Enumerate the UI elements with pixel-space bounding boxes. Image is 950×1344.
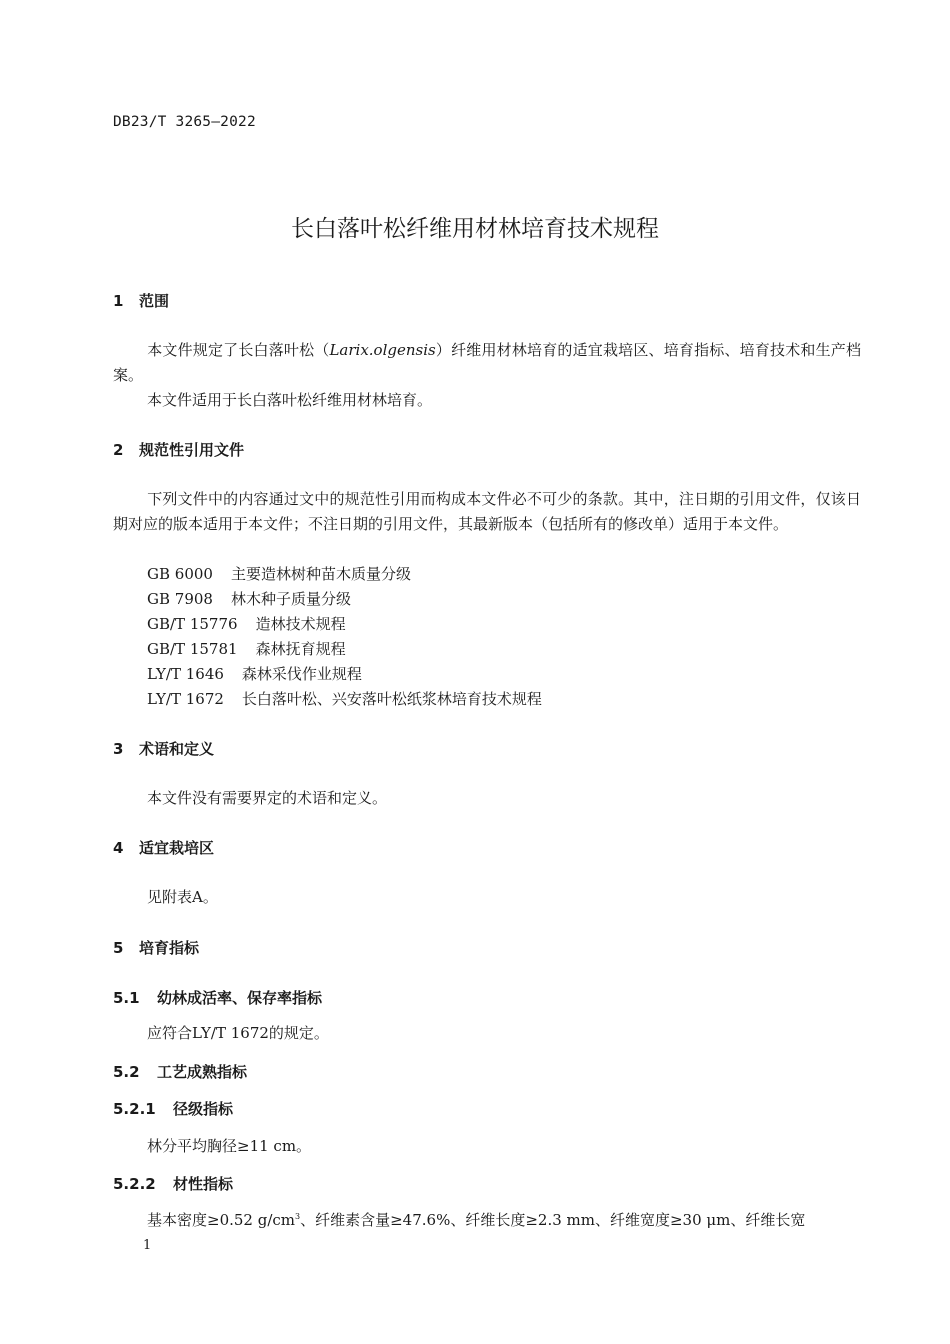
reference-code: GB 7908 xyxy=(147,590,213,608)
section-5-1-paragraph-1: 应符合LY/T 1672的规定。 xyxy=(147,1024,329,1042)
normative-reference xyxy=(147,588,351,609)
section-title: 工艺成熟指标 xyxy=(157,1063,248,1081)
normative-reference xyxy=(147,688,542,709)
section-number: 5.2.2 xyxy=(113,1175,156,1193)
reference-title: 森林采伐作业规程 xyxy=(241,665,362,683)
section-5-2-2-paragraph-1: 基本密度≥0.52 $g/cm^3$、纤维素含量≥47.6%、纤维长度≥2.3 mm、纤维宽度≥30 μm、纤维长宽 xyxy=(147,1211,806,1229)
normative-reference xyxy=(147,563,411,584)
section-2-paragraph-1: 下列文件中的内容通过文中的规范性引用而构成本文件必不可少的条款。其中，注日期的引用文件，仅该日期对应的版本适用于本文件；不注日期的引用文件，其最新版本（包括所有的修改单）适用于本文件。 xyxy=(113,490,861,533)
section-title: 培育指标 xyxy=(139,939,200,957)
section-number: 5.2.1 xyxy=(113,1100,156,1118)
section-title: 适宜栽培区 xyxy=(139,839,215,857)
section-1-paragraph-1: 本文件规定了长白落叶松（Larix.olgensis）纤维用材林培育的适宜栽培区、培育指标、培育技术和生产档案。 xyxy=(113,341,861,384)
normative-reference xyxy=(147,663,362,684)
document-title: 长白落叶松纤维用材林培育技术规程 xyxy=(291,216,659,242)
section-5-2-1-heading xyxy=(113,1098,233,1119)
section-number: 1 xyxy=(113,292,124,310)
reference-code: LY/T 1646 xyxy=(147,665,224,683)
section-title: 术语和定义 xyxy=(139,740,215,758)
section-5-1-heading xyxy=(113,987,322,1008)
section-title: 幼林成活率、保存率指标 xyxy=(157,989,323,1007)
normative-reference xyxy=(147,613,346,634)
reference-code: GB/T 15776 xyxy=(147,615,238,633)
section-number: 5.2 xyxy=(113,1063,140,1081)
section-4-paragraph-1: 见附表A。 xyxy=(147,888,218,906)
reference-code: LY/T 1672 xyxy=(147,690,224,708)
section-number: 5 xyxy=(113,939,124,957)
section-title: 材性指标 xyxy=(173,1175,234,1193)
reference-code: GB 6000 xyxy=(147,565,213,583)
latin-name: Larix.olgensis xyxy=(329,341,436,359)
reference-title: 主要造林树种苗木质量分级 xyxy=(230,565,411,583)
section-5-2-1-paragraph-1: 林分平均胸径≥11 cm。 xyxy=(147,1137,312,1155)
standard-code: DB23/T 3265—2022 xyxy=(113,114,256,130)
reference-title: 长白落叶松、兴安落叶松纸浆林培育技术规程 xyxy=(241,690,542,708)
section-1-heading xyxy=(113,290,169,311)
section-4-heading xyxy=(113,837,214,858)
reference-code: GB/T 15781 xyxy=(147,640,238,658)
section-3-paragraph-1: 本文件没有需要界定的术语和定义。 xyxy=(147,789,388,807)
section-title: 范围 xyxy=(139,292,170,310)
section-5-2-2-heading xyxy=(113,1173,233,1194)
section-2-heading xyxy=(113,439,244,460)
section-number: 3 xyxy=(113,740,124,758)
reference-title: 林木种子质量分级 xyxy=(230,590,351,608)
section-1-paragraph-2: 本文件适用于长白落叶松纤维用材林培育。 xyxy=(147,391,433,409)
section-5-2-heading xyxy=(113,1061,247,1082)
section-number: 4 xyxy=(113,839,124,857)
section-number: 5.1 xyxy=(113,989,140,1007)
superscript-exponent: 3 xyxy=(295,1212,301,1221)
section-number: 2 xyxy=(113,441,124,459)
page-number: 1 xyxy=(143,1238,152,1253)
section-5-heading xyxy=(113,937,199,958)
normative-reference xyxy=(147,638,346,659)
reference-title: 造林技术规程 xyxy=(255,615,346,633)
section-title: 规范性引用文件 xyxy=(139,441,245,459)
reference-title: 森林抚育规程 xyxy=(255,640,346,658)
section-3-heading xyxy=(113,738,214,759)
section-title: 径级指标 xyxy=(173,1100,234,1118)
